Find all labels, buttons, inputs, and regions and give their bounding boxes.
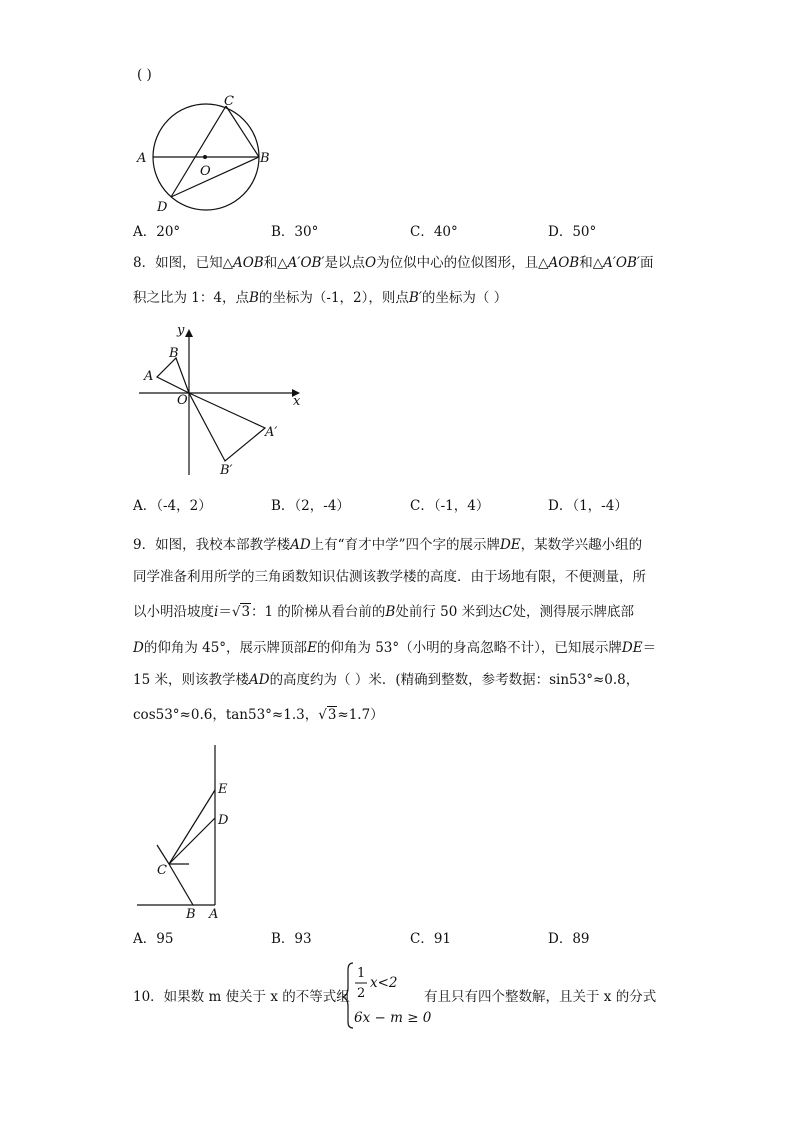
q7-answer-bracket: ( ) — [137, 67, 152, 83]
q9-stem-line4: D的仰角为 45°，展示牌顶部E的仰角为 53°（小明的身高忽略不计），已知展示牌DE＝ — [133, 640, 657, 656]
q9-option-d: D．89 — [548, 931, 590, 947]
q8-option-b: B．（2，-4） — [271, 498, 350, 514]
q8-label-a: A — [144, 369, 154, 384]
q9-stem-line2: 同学准备利用所学的三角函数知识估测该教学楼的高度．由于场地有限，不便测量，所 — [133, 569, 646, 585]
q7-label-a: A — [137, 151, 147, 166]
q10-inequality-2: 6x − m ≥ 0 — [354, 1010, 432, 1026]
q7-option-d: D．50° — [548, 224, 597, 240]
q7-label-b: B — [260, 151, 270, 166]
q9-label-a: A — [209, 907, 219, 922]
q8-option-a: A．（-4，2） — [133, 498, 212, 514]
q7-option-a: A．20° — [133, 224, 181, 240]
q8-option-d: D．（1，-4） — [548, 498, 628, 514]
q10-inequality-1-tail: x<2 — [370, 975, 398, 991]
q9-label-c: C — [157, 863, 167, 878]
q10-stem-end: 有且只有四个整数解，且关于 x 的分式 — [424, 989, 657, 1005]
q7-label-d: D — [157, 200, 168, 215]
q10-fraction-numerator: 1 — [357, 966, 366, 981]
q8-label-x: x — [293, 394, 301, 409]
q9-stem-line3: 以小明沿坡度i＝√3：1 的阶梯从看台前的B处前行 50 米到达C处，测得展示牌底部 — [133, 604, 634, 620]
q8-stem-line2: 积之比为 1：4，点B的坐标为（-1，2），则点B′的坐标为（ ） — [133, 290, 508, 306]
q7-label-o: O — [200, 164, 211, 179]
q8-label-o: O — [177, 393, 188, 408]
brace-icon — [343, 963, 353, 1028]
q9-label-d: D — [218, 813, 229, 828]
q10-fraction-denominator: 2 — [357, 986, 366, 1001]
q10-stem-start: 10．如果数 m 使关于 x 的不等式组 — [133, 989, 350, 1005]
q9-label-e: E — [218, 782, 228, 797]
q9-option-a: A．95 — [133, 931, 174, 947]
q9-stem-line1: 9．如图，我校本部教学楼AD上有“育才中学”四个字的展示牌DE，某数学兴趣小组的 — [133, 537, 643, 553]
q9-option-b: B．93 — [271, 931, 312, 947]
q9-option-c: C．91 — [410, 931, 452, 947]
q9-label-b: B — [186, 907, 196, 922]
q7-option-b: B．30° — [271, 224, 319, 240]
q7-label-c: C — [224, 94, 234, 109]
q9-stem-line6: cos53°≈0.6，tan53°≈1.3，√3≈1.7） — [133, 707, 384, 723]
q8-option-c: C．（-1，4） — [410, 498, 490, 514]
q8-label-bp: B′ — [220, 463, 233, 478]
q8-label-ap: A′ — [265, 425, 278, 440]
q8-stem-line1: 8．如图，已知△AOB和△A′OB′是以点O为位似中心的位似图形，且△AOB和△A′OB′面 — [133, 255, 654, 271]
q8-label-b: B — [169, 346, 179, 361]
q8-label-y: y — [177, 323, 185, 338]
q9-stem-line5: 15 米，则该教学楼AD的高度约为（ ）米．(精确到整数，参考数据：sin53°≈0.8， — [133, 672, 640, 688]
q7-option-c: C．40° — [410, 224, 458, 240]
